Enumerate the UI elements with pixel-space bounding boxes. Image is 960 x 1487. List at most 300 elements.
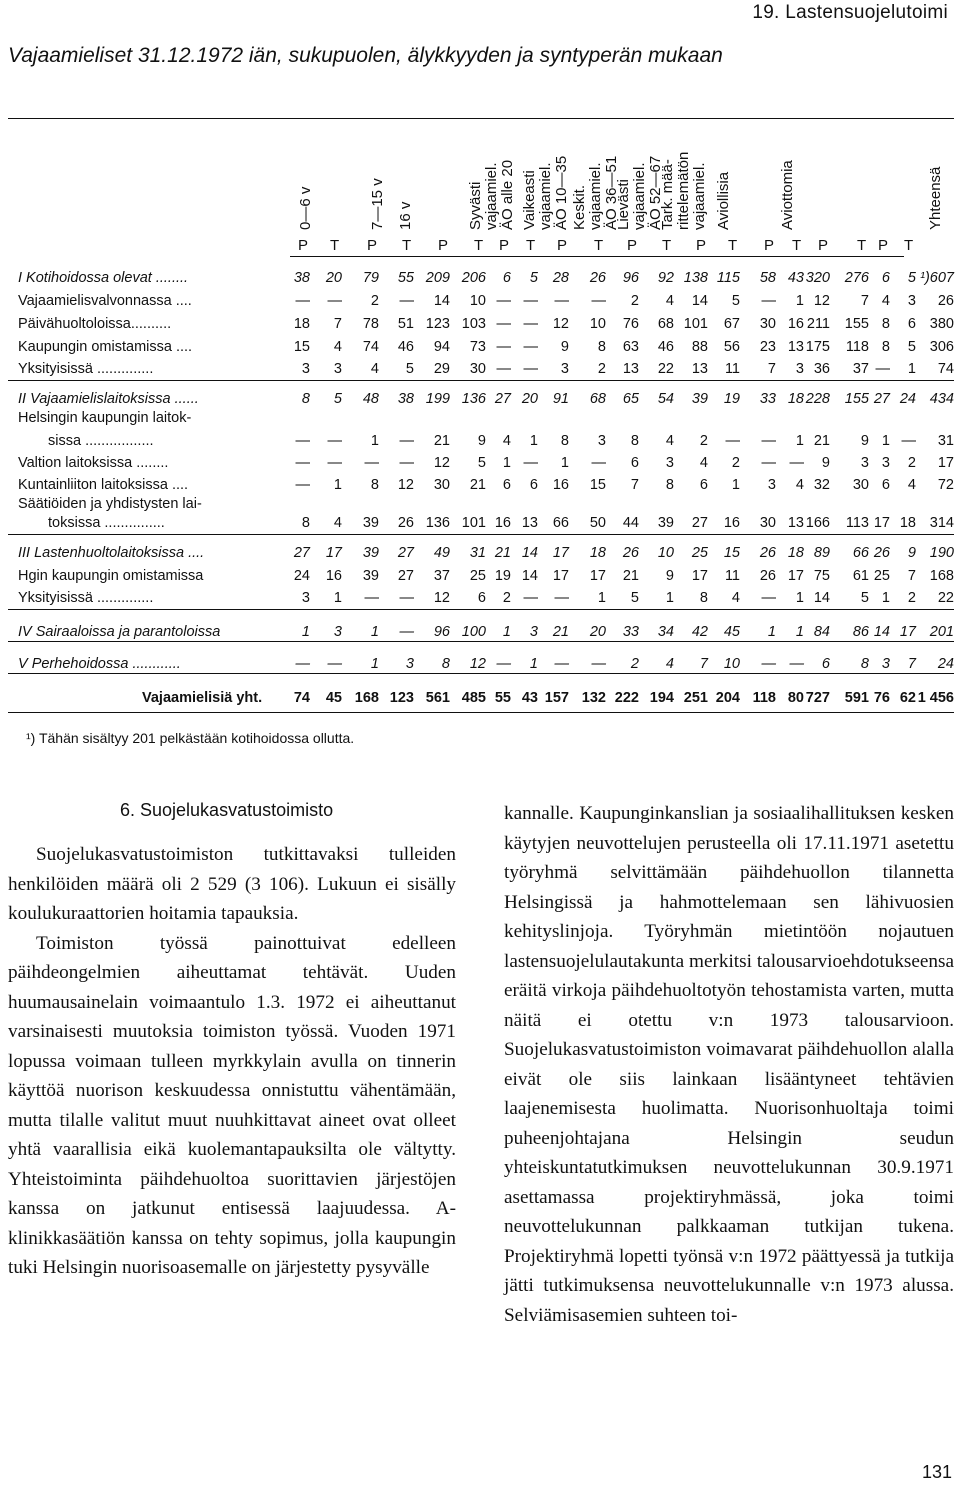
- table-cell: 276: [844, 270, 869, 286]
- sex-header-cell: P: [557, 237, 568, 254]
- table-cell: 26: [759, 545, 776, 561]
- table-row: [0, 361, 960, 381]
- table-cell: 211: [806, 316, 830, 332]
- table-cell: 27: [397, 545, 414, 561]
- table-cell: 39: [691, 391, 708, 407]
- table-cell: —: [295, 455, 310, 471]
- table-cell: 46: [657, 339, 674, 355]
- table-row: [0, 391, 960, 411]
- table-cell: 18: [293, 316, 310, 332]
- table-row: [0, 316, 960, 336]
- table-cell: 14: [813, 590, 830, 606]
- table-cell: —: [591, 293, 606, 309]
- table-cell: 94: [433, 339, 450, 355]
- table-cell: 65: [622, 391, 639, 407]
- row-total: 380: [929, 316, 954, 332]
- table-cell: 5: [907, 270, 916, 286]
- row-label: IV Sairaaloissa ja parantoloissa: [18, 624, 221, 640]
- table-cell: 16: [787, 316, 804, 332]
- table-cell: 138: [683, 270, 708, 286]
- section-title: 6. Suojelukasvatustoimisto: [120, 800, 334, 820]
- table-cell: 62: [899, 690, 916, 706]
- table-cell: 1: [665, 590, 674, 606]
- table-row: [0, 568, 960, 588]
- table-cell: 20: [589, 624, 606, 640]
- table-cell: 66: [552, 515, 569, 531]
- table-cell: 38: [293, 270, 310, 286]
- table-cell: 10: [723, 656, 740, 672]
- table-cell: 89: [813, 545, 830, 561]
- table-cell: 113: [845, 515, 869, 531]
- table-cell: 49: [433, 545, 450, 561]
- table-cell: 4: [333, 515, 342, 531]
- table-cell: 6: [630, 455, 639, 471]
- table-cell: 3: [860, 455, 869, 471]
- table-cell: 68: [657, 316, 674, 332]
- table-cell: 5: [405, 361, 414, 377]
- sex-header-cell: P: [696, 237, 707, 254]
- table-cell: 12: [813, 293, 830, 309]
- row-total: 74: [937, 361, 954, 377]
- row-total: ¹)607: [920, 270, 954, 286]
- table-cell: 9: [665, 568, 674, 584]
- table-cell: 12: [469, 656, 486, 672]
- table-top-rule: [8, 118, 954, 119]
- table-cell: 80: [787, 690, 804, 706]
- table-cell: 75: [813, 568, 830, 584]
- table-cell: 76: [622, 316, 639, 332]
- table-cell: 6: [907, 316, 916, 332]
- table-cell: 2: [630, 656, 639, 672]
- sex-header-cell: P: [367, 237, 378, 254]
- group-rule: [8, 673, 954, 674]
- row-label: I Kotihoidossa olevat ........: [18, 270, 189, 286]
- table-cell: 3: [907, 293, 916, 309]
- sex-header-cell: P: [499, 237, 510, 254]
- table-cell: 209: [425, 270, 450, 286]
- table-cell: 5: [630, 590, 639, 606]
- table-cell: 3: [529, 624, 538, 640]
- table-cell: 591: [844, 690, 869, 706]
- table-cell: 8: [699, 590, 708, 606]
- table-cell: —: [327, 455, 342, 471]
- table-cell: 6: [529, 477, 538, 493]
- table-cell: 1: [795, 293, 804, 309]
- row-total: 434: [929, 391, 954, 407]
- table-cell: 8: [630, 433, 639, 449]
- table-cell: 251: [683, 690, 708, 706]
- table-row: [0, 545, 960, 565]
- table-cell: 10: [589, 316, 606, 332]
- table-cell: 4: [665, 433, 674, 449]
- table-cell: 8: [301, 391, 310, 407]
- table-cell: 10: [657, 545, 674, 561]
- table-cell: —: [789, 656, 804, 672]
- table-cell: 1: [881, 433, 890, 449]
- table-cell: 6: [821, 656, 830, 672]
- table-cell: 1: [529, 656, 538, 672]
- table-cell: 13: [521, 515, 538, 531]
- table-cell: 33: [759, 391, 776, 407]
- footnote: ¹) Tähän sisältyy 201 pelkästään kotihoidossa ollutta.: [26, 730, 355, 746]
- table-cell: 27: [691, 515, 708, 531]
- table-cell: 3: [405, 656, 414, 672]
- table-cell: 13: [787, 515, 804, 531]
- table-cell: 5: [477, 455, 486, 471]
- table-cell: 118: [845, 339, 869, 355]
- table-cell: 4: [502, 433, 511, 449]
- table-cell: 16: [494, 515, 511, 531]
- table-cell: 61: [852, 568, 869, 584]
- table-cell: 55: [397, 270, 414, 286]
- table-cell: —: [496, 339, 511, 355]
- sex-header-cell: P: [764, 237, 775, 254]
- table-cell: 1: [370, 624, 379, 640]
- table-cell: 20: [521, 391, 538, 407]
- table-cell: 58: [759, 270, 776, 286]
- table-cell: 17: [552, 568, 569, 584]
- table-cell: 88: [691, 339, 708, 355]
- column-header: Lievästi vajaamiel. ÄO 52—67: [615, 155, 664, 230]
- table-cell: 74: [293, 690, 310, 706]
- row-total: 1 456: [917, 690, 954, 706]
- table-cell: 4: [370, 361, 379, 377]
- table-cell: —: [523, 339, 538, 355]
- table-cell: 84: [813, 624, 830, 640]
- table-cell: 12: [552, 316, 569, 332]
- table-cell: 21: [433, 433, 450, 449]
- table-cell: —: [496, 656, 511, 672]
- table-cell: 1: [597, 590, 606, 606]
- table-row: [0, 496, 960, 516]
- table-cell: 1: [301, 624, 310, 640]
- table-cell: —: [554, 293, 569, 309]
- table-cell: 132: [581, 690, 606, 706]
- row-total: 168: [929, 568, 954, 584]
- table-cell: 51: [397, 316, 414, 332]
- group-rule: [8, 641, 954, 642]
- table-cell: 33: [622, 624, 639, 640]
- table-cell: 16: [723, 515, 740, 531]
- table-cell: 4: [665, 293, 674, 309]
- table-row: [0, 590, 960, 610]
- table-cell: 42: [691, 624, 708, 640]
- table-cell: —: [295, 656, 310, 672]
- table-cell: 74: [362, 339, 379, 355]
- table-cell: 26: [589, 270, 606, 286]
- table-cell: —: [399, 590, 414, 606]
- row-total: 314: [929, 515, 954, 531]
- table-cell: —: [591, 455, 606, 471]
- table-cell: 18: [899, 515, 916, 531]
- table-cell: 24: [899, 391, 916, 407]
- page-number: 131: [921, 1462, 952, 1482]
- table-cell: 17: [691, 568, 708, 584]
- sex-header-cell: T: [728, 237, 738, 254]
- table-cell: 222: [614, 690, 639, 706]
- table-cell: 8: [560, 433, 569, 449]
- table-cell: 3: [665, 455, 674, 471]
- table-cell: 21: [469, 477, 486, 493]
- table-cell: 13: [622, 361, 639, 377]
- sex-header-cell: T: [662, 237, 672, 254]
- table-cell: 16: [552, 477, 569, 493]
- table-cell: 14: [521, 568, 538, 584]
- table-cell: —: [554, 656, 569, 672]
- table-cell: 14: [691, 293, 708, 309]
- table-cell: 155: [844, 316, 869, 332]
- table-cell: 5: [731, 293, 740, 309]
- row-total: 31: [937, 433, 954, 449]
- group-rule: [8, 534, 954, 535]
- table-cell: 21: [622, 568, 639, 584]
- table-cell: 9: [821, 455, 830, 471]
- table-cell: 3: [881, 656, 890, 672]
- table-cell: 168: [354, 690, 379, 706]
- column-header: Syvästi vajaamiel. ÄO alle 20: [467, 159, 516, 230]
- table-cell: 26: [873, 545, 890, 561]
- table-cell: 123: [389, 690, 414, 706]
- table-cell: 7: [630, 477, 639, 493]
- table-cell: 36: [813, 361, 830, 377]
- paragraph: Toimiston työssä painottuivat edelleen päihdeongelmien aiheuttamat tehtävät. Uuden huumausainelain voimaantulo 1.3. 1972 ei aiheuttanut varsinaisesti muutoksia toimiston työssä. Vuoden 1971 lopussa voimaan tulleen myrkkylain avulla on tinnerin käyttöä nuorison keskuudessa onnistuttu vähentämään, mutta tilalle valitut muut nuuhkittavat aineet ovat olleet yhtä vaarallisia eikä kuolemantapauksilta ole vältytty. Yhteistoiminta päihdehuoltoa suorittavien järjestöjen kanssa on jatkunut entisessä laajuudessa. A-klinikkasäätiön kanssa on tehty sopimus, jolla kaupungin tuki Helsingin nuorisoasemalle on järjestetty pysyvälle: [8, 932, 456, 1278]
- table-cell: —: [295, 433, 310, 449]
- column-header: Aviollisia: [715, 171, 732, 230]
- table-cell: 43: [787, 270, 804, 286]
- table-cell: 50: [589, 515, 606, 531]
- table-cell: 29: [433, 361, 450, 377]
- table-cell: 9: [477, 433, 486, 449]
- table-cell: 13: [787, 339, 804, 355]
- running-head: 19. Lastensuojelutoimi: [752, 2, 948, 23]
- table-cell: 194: [649, 690, 674, 706]
- table-cell: 16: [325, 568, 342, 584]
- table-cell: 45: [325, 690, 342, 706]
- table-cell: —: [496, 361, 511, 377]
- table-cell: —: [761, 455, 776, 471]
- table-cell: 44: [622, 515, 639, 531]
- table-cell: 13: [691, 361, 708, 377]
- table-row: [0, 270, 960, 290]
- table-cell: —: [496, 316, 511, 332]
- table-cell: 3: [333, 361, 342, 377]
- table-cell: 26: [759, 568, 776, 584]
- sex-header-cell: T: [857, 237, 867, 254]
- sex-header-cell: P: [878, 237, 889, 254]
- table-cell: 1: [502, 624, 511, 640]
- sex-header-cell: P: [627, 237, 638, 254]
- table-cell: 1: [560, 455, 569, 471]
- table-cell: —: [399, 293, 414, 309]
- table-cell: 7: [907, 656, 916, 672]
- table-cell: 39: [657, 515, 674, 531]
- table-cell: 101: [461, 515, 486, 531]
- table-cell: —: [364, 590, 379, 606]
- table-cell: 1: [767, 624, 776, 640]
- table-cell: 1: [881, 590, 890, 606]
- table-cell: 3: [597, 433, 606, 449]
- table-cell: 73: [469, 339, 486, 355]
- table-cell: —: [295, 477, 310, 493]
- table-cell: 9: [907, 545, 916, 561]
- row-total: 306: [929, 339, 954, 355]
- table-cell: 11: [724, 568, 740, 584]
- table-cell: 155: [844, 391, 869, 407]
- table-cell: 12: [433, 455, 450, 471]
- table-cell: 55: [494, 690, 511, 706]
- column-header: Yhteensä: [927, 166, 944, 230]
- column-header: Keskit. vajaamiel. ÄO 36—51: [571, 155, 620, 230]
- table-cell: 136: [425, 515, 450, 531]
- table-cell: 91: [552, 391, 569, 407]
- table-cell: 54: [657, 391, 674, 407]
- row-label: Helsingin kaupungin laitok-: [18, 410, 192, 426]
- table-cell: 25: [691, 545, 708, 561]
- table-cell: 7: [699, 656, 708, 672]
- table-cell: 8: [860, 656, 869, 672]
- table-cell: 5: [907, 339, 916, 355]
- table-cell: 101: [683, 316, 708, 332]
- table-cell: 166: [805, 515, 830, 531]
- table-cell: 17: [873, 515, 890, 531]
- row-total: 24: [937, 656, 954, 672]
- table-cell: 1: [370, 433, 379, 449]
- paragraph: kannalle. Kaupunginkanslian ja sosiaalihallituksen kesken käytyjen neuvottelujen perusteella oli 17.11.1971 asetettu työryhmä selvittämään päihdehuollon tilannetta Helsingissä ja hahmottelemaan sen lähivuosien kehityslinjoja. Työryhmän mietintöön nojautuen lastensuojelulautakunta merkitsi talousarvioehdotukseensa eräitä virkoja päihdehuoltotyön tehostamista varten, mutta näitä ei otettu v:n 1973 talousarvioon. Suojelukasvatustoimiston voimavarat päihdehuollon alalla eivät ole siis lainkaan lisääntyneet tehtävien laajenemisesta huolimatta. Nuorisonhuoltaja toimi puheenjohtajana Helsingin seudun yhteiskuntatutkimuksen neuvottelukunnan 30.9.1971 asettamassa projektiryhmässä, joka toimi neuvottelukunnan palkkaaman tutkijan tukena. Projektiryhmä lopetti työnsä v:n 1972 päättyessä ja tutkija jätti tutkimuksensa neuvottelukunnalle v:n 1973 alussa. Selviämisasemien suhteen toi-: [504, 803, 954, 1326]
- table-cell: 14: [873, 624, 890, 640]
- table-cell: 3: [301, 361, 310, 377]
- table-cell: 25: [469, 568, 486, 584]
- table-cell: 24: [293, 568, 310, 584]
- table-cell: 56: [723, 339, 740, 355]
- group-rule: [8, 380, 954, 381]
- table-cell: 48: [362, 391, 379, 407]
- table-cell: 3: [881, 455, 890, 471]
- table-cell: 17: [787, 568, 804, 584]
- table-cell: —: [591, 656, 606, 672]
- row-label: toksissa ...............: [48, 515, 165, 531]
- table-row: [0, 433, 960, 453]
- table-cell: 15: [589, 477, 606, 493]
- table-cell: 2: [630, 293, 639, 309]
- table-cell: 100: [461, 624, 486, 640]
- table-cell: —: [554, 590, 569, 606]
- table-cell: 7: [333, 316, 342, 332]
- table-cell: 12: [433, 590, 450, 606]
- row-label: Yksityisissä ..............: [18, 361, 154, 377]
- table-cell: 32: [813, 477, 830, 493]
- table-cell: 96: [433, 624, 450, 640]
- sex-header-cell: T: [474, 237, 484, 254]
- table-cell: 485: [461, 690, 486, 706]
- table-cell: 1: [529, 433, 538, 449]
- column-header: Tark. mää- rittelemätön vajaamiel.: [659, 151, 708, 230]
- table-cell: 79: [362, 270, 379, 286]
- table-row: [0, 339, 960, 359]
- table-cell: 30: [852, 477, 869, 493]
- table-cell: —: [901, 433, 916, 449]
- row-label: Säätiöiden ja yhdistysten lai-: [18, 496, 202, 512]
- row-label: V Perhehoidossa ............: [18, 656, 181, 672]
- table-cell: 28: [552, 270, 569, 286]
- row-label: Hgin kaupungin omistamissa: [18, 568, 204, 584]
- table-cell: —: [523, 361, 538, 377]
- table-cell: 3: [301, 590, 310, 606]
- table-cell: 103: [461, 316, 486, 332]
- sex-header-cell: P: [438, 237, 449, 254]
- table-cell: —: [399, 433, 414, 449]
- table-cell: 6: [502, 477, 511, 493]
- table-cell: —: [327, 656, 342, 672]
- table-cell: 37: [852, 361, 869, 377]
- row-total: 72: [937, 477, 954, 493]
- table-title: Vajaamieliset 31.12.1972 iän, sukupuolen, älykkyyden ja syntyperän mukaan: [8, 44, 723, 67]
- table-cell: 561: [425, 690, 450, 706]
- row-label: Päivähuoltoloissa..........: [18, 316, 172, 332]
- table-cell: 34: [657, 624, 674, 640]
- table-cell: 1: [731, 477, 740, 493]
- table-cell: 66: [852, 545, 869, 561]
- table-cell: 4: [907, 477, 916, 493]
- table-cell: 26: [397, 515, 414, 531]
- table-bottom-rule: [8, 712, 954, 713]
- table-cell: 92: [657, 270, 674, 286]
- table-cell: 76: [873, 690, 890, 706]
- sex-header-cell: P: [818, 237, 829, 254]
- table-cell: 27: [293, 545, 310, 561]
- table-cell: 30: [759, 515, 776, 531]
- table-cell: 14: [433, 293, 450, 309]
- table-cell: 10: [469, 293, 486, 309]
- table-cell: —: [761, 433, 776, 449]
- sex-header-cell: T: [904, 237, 914, 254]
- table-cell: 17: [325, 545, 342, 561]
- table-cell: 4: [665, 656, 674, 672]
- table-cell: 14: [521, 545, 538, 561]
- table-cell: 199: [425, 391, 450, 407]
- table-cell: —: [327, 433, 342, 449]
- table-cell: 2: [502, 590, 511, 606]
- table-cell: 320: [805, 270, 830, 286]
- table-cell: 7: [860, 293, 869, 309]
- table-cell: —: [523, 455, 538, 471]
- row-label: Vajaamielisvalvonnassa ....: [18, 293, 192, 309]
- table-cell: 15: [723, 545, 740, 561]
- table-cell: 21: [813, 433, 830, 449]
- table-cell: 27: [494, 391, 511, 407]
- table-cell: 727: [805, 690, 830, 706]
- table-cell: —: [364, 455, 379, 471]
- table-cell: —: [496, 293, 511, 309]
- table-cell: 18: [589, 545, 606, 561]
- table-cell: —: [789, 455, 804, 471]
- table-cell: 175: [805, 339, 830, 355]
- table-cell: —: [523, 293, 538, 309]
- table-cell: 6: [699, 477, 708, 493]
- sex-header-cell: T: [526, 237, 536, 254]
- table-cell: 11: [724, 361, 740, 377]
- table-row: [0, 293, 960, 313]
- column-header: 7—15 v: [369, 178, 386, 230]
- table-cell: 8: [665, 477, 674, 493]
- table-row: [0, 515, 960, 535]
- row-label: Valtion laitoksissa ........: [18, 455, 169, 471]
- row-total: 17: [937, 455, 954, 471]
- table-cell: —: [523, 590, 538, 606]
- table-cell: 23: [759, 339, 776, 355]
- table-cell: 8: [441, 656, 450, 672]
- table-cell: 1: [502, 455, 511, 471]
- table-cell: 15: [293, 339, 310, 355]
